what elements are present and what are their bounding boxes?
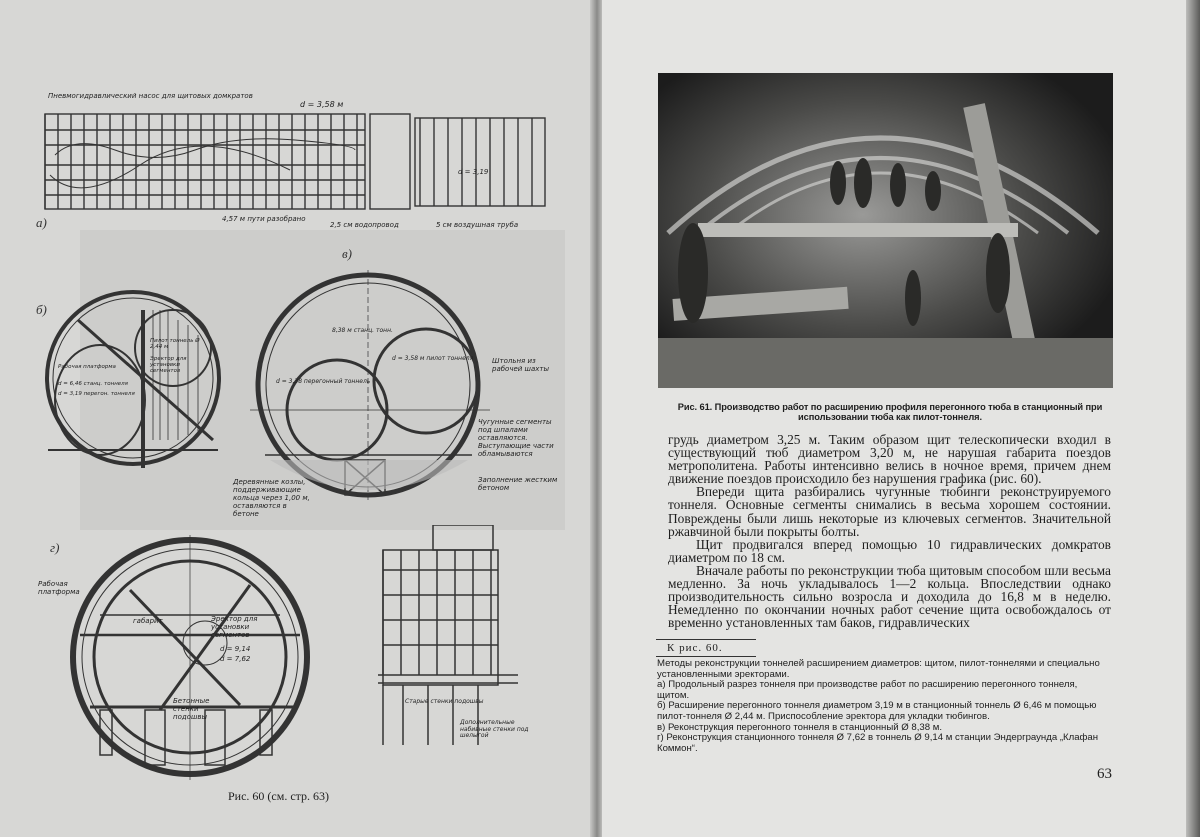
figure-v-label: Деревянные козлы, поддерживающие кольца через 1,00 м, оставляются в бетоне: [233, 478, 310, 518]
figure-v-label: Чугунные сегменты под шпалами оставляются. Выступающие части обламываются: [478, 418, 554, 458]
figure-v-label: Заполнение жестким бетоном: [478, 476, 558, 492]
figure-g-label: Рабочая платформа: [38, 580, 80, 596]
paragraph: Щит продвигался вперед помощью 10 гидравлических домкратов диаметром по 18 см.: [668, 536, 1111, 565]
figure-g-label: Бетонные стенки подошвы: [173, 697, 210, 721]
figure-v-label: d = 3,58 м пилот тоннеля: [392, 355, 474, 362]
figure-g-letter: г): [50, 540, 60, 555]
figure-g-cross-section: [70, 535, 310, 780]
figure-b-label: Рабочая платформа: [58, 364, 116, 370]
footnote: [657, 659, 1112, 754]
footnote-line: Методы реконструкции тоннелей расширением диаметров: щитом, пилот-тоннелями и специально установленными эректорами.: [657, 658, 1100, 680]
figure-a-label: Пневмогидравлический насос для щитовых домкратов: [48, 92, 253, 100]
figure-g-label: Эректор для установки сегментов: [211, 615, 258, 639]
paragraph: Вначале работы по реконструкции тюба щитовым способом шли весьма медленно. За ночь укладывалось 1—2 кольца. Впоследствии однако производительность сильно возросла и доходила до 16,8 м в неделю. Немедленно по окончании ночных работ сечение щита освобождалось от временно установленных там баков, гидравлических: [668, 562, 1111, 631]
figure-g-label: d = 7,62: [220, 655, 251, 663]
footnote-line: г) Реконструкция станционного тоннеля Ø 7,62 в тоннель Ø 9,14 м станции Эндерграунда „Клафан Коммон“.: [657, 732, 1099, 754]
figure-v-letter: в): [342, 246, 352, 261]
figure-a-label: d = 3,19: [458, 168, 489, 176]
body-text: [668, 433, 1111, 629]
figure-a-letter: а): [36, 215, 47, 230]
figure-b-letter: б): [36, 302, 47, 317]
figure-a-longitudinal-section: [40, 100, 560, 225]
figure-g-label: Дополнительные набивные стенки под шелыгой: [460, 719, 529, 739]
figure-b-label: d = 6,46 станц. тоннеля: [58, 381, 128, 387]
photo-caption: Рис. 61. Производство работ по расширению профиля перегонного тюба в станционный при использовании тюба как пилот-тоннеля.: [677, 402, 1103, 422]
figure-v-label: d = 3,38 перегонный тоннель: [276, 378, 371, 385]
footnote-line: а) Продольный разрез тоннеля при производстве работ по расширению перегонного тоннеля, щитом.: [657, 679, 1078, 701]
figure-b-label: Пилот тоннель Ø 2,44 м: [150, 338, 200, 350]
figure-g-label: d = 9,14: [220, 645, 251, 653]
figure-a-label: d = 3,58 м: [300, 100, 344, 109]
footnote-line: в) Реконструкция перегонного тоннеля в станционный Ø 8,38 м.: [657, 721, 942, 733]
figure-a-label: 5 см воздушная труба: [436, 221, 519, 229]
figure-v-label: 8,38 м станц. тонн.: [332, 327, 393, 334]
footnote-line: б) Расширение перегонного тоннеля диаметром 3,19 м в станционный тоннель Ø 6,46 м помощью пилот-тоннеля Ø 2,44 м. Приспособление эректора для укладки тюбингов.: [657, 700, 1097, 722]
footnote-rule: [656, 656, 756, 657]
figure-a-label: 2,5 см водопровод: [330, 221, 399, 229]
paragraph: грудь диаметром 3,25 м. Таким образом щит телескопически входил в существующий тюб диаметром 3,20 м, не нарушая габарита поездов метрополитена. Работы интенсивно велись в ночное время, причем днем движение поездов происходило без нарушения графика (рис. 60).: [668, 432, 1111, 487]
figure-g-label: Старые стенки подошвы: [405, 698, 484, 705]
figure-v-label: Штольня из рабочей шахты: [492, 357, 549, 373]
tunnel-photo: [658, 73, 1113, 388]
footnote-heading: К рис. 60.: [667, 642, 723, 654]
figure-caption: Рис. 60 (см. стр. 63): [228, 789, 330, 803]
page-edge: [1186, 0, 1200, 837]
page-number: 63: [1097, 766, 1112, 782]
figure-a-label: 4,57 м пути разобрано: [222, 215, 306, 223]
figure-b-label: Эректор для установки сегментов: [150, 356, 187, 374]
footnote-rule: [656, 639, 756, 640]
paragraph: Впереди щита разбирались чугунные тюбинги реконструируемого тоннеля. Основные сегменты снимались в весьма хорошем состоянии. Повреждены были лишь некоторые из ключевых сегментов. Значительной ржавчиной были покрыты болты.: [668, 484, 1111, 539]
figure-g-label: габарит: [133, 617, 163, 625]
figure-b-cross-section: [38, 290, 228, 470]
figure-b-label: d = 3,19 перегон. тоннеля: [58, 391, 135, 397]
